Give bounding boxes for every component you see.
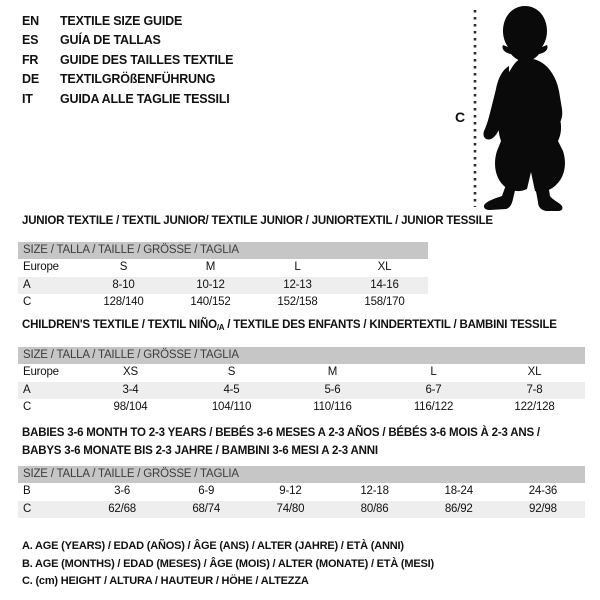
- row-label: A: [23, 383, 31, 396]
- babies-section-title: [22, 424, 540, 460]
- babies-title-line2: BABYS 3-6 MONATE BIS 2-3 JAHRE / BAMBINI 3-6 MESI A 2-3 ANNI: [22, 445, 378, 457]
- cell: 152/158: [277, 296, 318, 308]
- cell: 86/92: [444, 502, 473, 515]
- cell: S: [119, 261, 128, 273]
- cell: 74/80: [276, 502, 305, 515]
- junior-section-title: JUNIOR TEXTILE / TEXTIL JUNIOR/ TEXTILE JUNIOR / JUNIORTEXTIL / JUNIOR TESSILE: [22, 215, 493, 227]
- height-measure-label: C: [455, 109, 465, 125]
- cell: 128/140: [103, 296, 144, 308]
- children-title-part2: / TEXTILE DES ENFANTS / KINDERTEXTIL / BAMBINI TESSILE: [224, 319, 557, 331]
- cell: L: [294, 261, 301, 273]
- lang-title: TEXTILGRÖßENFÜHRUNG: [60, 72, 216, 87]
- cell: M: [205, 261, 216, 273]
- cell: 3-4: [122, 383, 139, 396]
- table-row: [18, 294, 428, 312]
- cell: 24-36: [528, 485, 558, 497]
- footnote-legend: [22, 538, 434, 591]
- lang-title: GUIDE DES TAILLES TEXTILE: [60, 52, 234, 67]
- footnote-c: C. (cm) HEIGHT / ALTURA / HAUTEUR / HÖHE / ALTEZZA: [22, 575, 309, 587]
- cell: 110/116: [313, 401, 352, 413]
- children-section-title: [22, 319, 557, 332]
- lang-title: GUÍA DE TALLAS: [60, 33, 161, 48]
- children-size-table: [18, 347, 585, 417]
- children-title-subscript: /A: [216, 323, 225, 332]
- cell: 4-5: [223, 383, 240, 396]
- cell: XL: [377, 261, 392, 273]
- cell: 6-9: [198, 485, 215, 497]
- cell: 18-24: [444, 485, 473, 497]
- row-label: Europe: [23, 261, 59, 273]
- table-row: [18, 277, 428, 295]
- baby-silhouette-figure: [440, 0, 600, 215]
- lang-row-it: [22, 89, 233, 109]
- lang-row-de: [22, 70, 233, 90]
- junior-size-table: [18, 242, 428, 312]
- cell: 6-7: [425, 383, 442, 396]
- cell: 12-18: [360, 485, 389, 497]
- lang-row-en: [22, 11, 233, 31]
- lang-row-es: [22, 31, 233, 51]
- table-row: [18, 483, 585, 501]
- cell: 9-12: [279, 485, 302, 497]
- cell: 8-10: [112, 278, 135, 291]
- lang-code: IT: [22, 91, 33, 106]
- size-header-bar: SIZE / TALLA / TAILLE / GRÖSSE / TAGLIA: [18, 347, 585, 364]
- cell: 98/104: [113, 401, 148, 413]
- cell: 14-16: [370, 278, 399, 291]
- cell: S: [227, 366, 236, 378]
- cell: L: [430, 366, 437, 378]
- language-title-list: [22, 11, 233, 109]
- cell: 140/152: [190, 296, 231, 308]
- table-row: [18, 259, 428, 277]
- row-label: C: [23, 401, 32, 413]
- cell: 5-6: [324, 383, 341, 396]
- cell: XL: [527, 366, 542, 378]
- cell: 62/68: [108, 502, 136, 515]
- table-row: [18, 382, 585, 400]
- size-header-bar: SIZE / TALLA / TAILLE / GRÖSSE / TAGLIA: [18, 466, 585, 483]
- lang-title: GUIDA ALLE TAGLIE TESSILI: [60, 91, 230, 106]
- lang-row-fr: [22, 50, 233, 70]
- row-label: C: [23, 502, 32, 515]
- cell: 104/110: [211, 401, 252, 413]
- babies-size-table: [18, 466, 585, 518]
- row-label: C: [23, 296, 32, 308]
- lang-code: ES: [22, 33, 39, 48]
- cell: XS: [123, 366, 138, 378]
- footnote-b: B. AGE (MONTHS) / EDAD (MESES) / ÂGE (MOIS) / ALTER (MONATE) / ETÀ (MESI): [22, 557, 434, 570]
- cell: 80/86: [360, 502, 389, 515]
- table-row: [18, 399, 585, 417]
- cell: 12-13: [283, 278, 312, 291]
- lang-code: FR: [22, 52, 39, 67]
- cell: 92/98: [529, 502, 557, 515]
- lang-code: DE: [22, 72, 39, 87]
- lang-title: TEXTILE SIZE GUIDE: [60, 13, 183, 28]
- table-row: [18, 501, 585, 519]
- footnote-a: A. AGE (YEARS) / EDAD (AÑOS) / ÂGE (ANS) / ALTER (JAHRE) / ETÀ (ANNI): [22, 540, 404, 552]
- cell: 10-12: [196, 278, 225, 291]
- row-label: A: [23, 278, 31, 291]
- table-row: [18, 364, 585, 382]
- row-label: Europe: [23, 366, 59, 378]
- cell: M: [327, 366, 338, 378]
- cell: 158/170: [364, 296, 405, 308]
- cell: 3-6: [114, 485, 131, 497]
- cell: 7-8: [526, 383, 543, 396]
- baby-silhouette-icon: [483, 6, 564, 211]
- cell: 122/128: [514, 401, 555, 413]
- row-label: B: [23, 485, 31, 497]
- babies-title-line1: BABIES 3-6 MONTH TO 2-3 YEARS / BEBÉS 3-6 MESES A 2-3 AÑOS / BÉBÉS 3-6 MOIS À 2-3 ANS /: [22, 427, 540, 439]
- cell: 116/122: [413, 401, 454, 413]
- lang-code: EN: [22, 13, 39, 28]
- cell: 68/74: [192, 502, 221, 515]
- children-title-part1: CHILDREN'S TEXTILE / TEXTIL NIÑO: [22, 319, 217, 331]
- size-header-bar: SIZE / TALLA / TAILLE / GRÖSSE / TAGLIA: [18, 242, 428, 259]
